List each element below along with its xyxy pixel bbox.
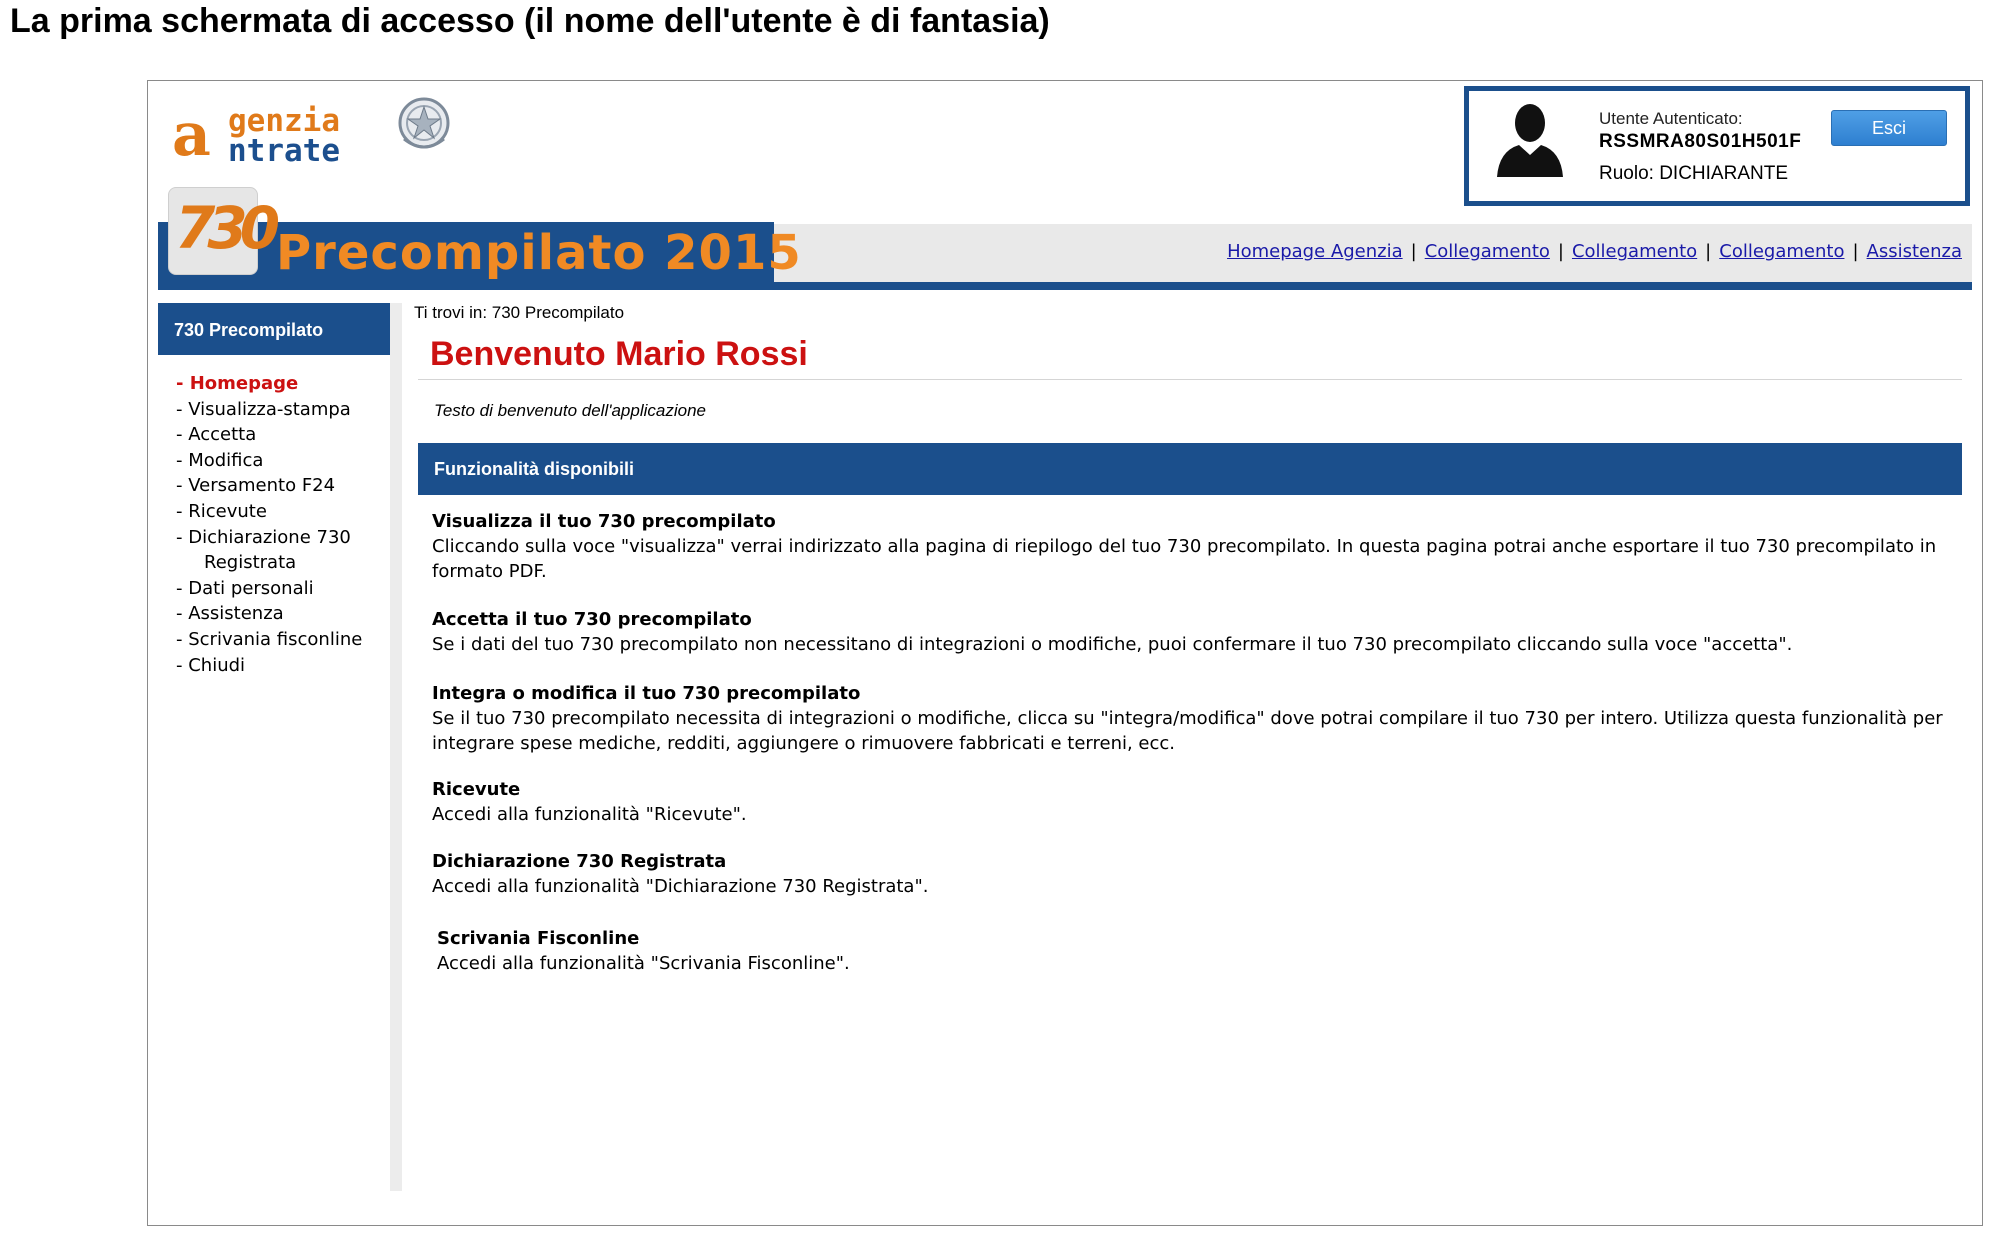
sidebar-item-versamento-f24[interactable]: - Versamento F24 [176, 475, 336, 497]
user-panel [1464, 86, 1970, 206]
welcome-text: Testo di benvenuto dell'applicazione [434, 401, 706, 420]
link-homepage-agenzia[interactable]: Homepage Agenzia [1227, 241, 1403, 262]
sidebar-item-dichiarazione-730[interactable]: - Dichiarazione 730 [176, 526, 351, 548]
user-fiscal-code: RSSMRA80S01H501F [1599, 131, 1802, 152]
feature-dichiarazione-730-registrata [432, 849, 1962, 899]
sidebar-item-dichiarazione-730-cont[interactable]: Registrata [204, 552, 297, 574]
730-badge-icon: 730 [168, 187, 258, 275]
app-title: Precompilato 2015 [276, 225, 802, 281]
functions-header: Funzionalità disponibili [418, 443, 1962, 495]
feature-description: Accedi alla funzionalità "Ricevute". [432, 804, 747, 825]
feature-description: Accedi alla funzionalità "Scrivania Fisconline". [437, 953, 850, 974]
sidebar-item-ricevute[interactable]: - Ricevute [176, 500, 267, 522]
feature-description: Se il tuo 730 precompilato necessita di integrazioni o modifiche, clicca su "integra/modifica" dove potrai compilare il tuo 730 per intero. Utilizza questa funzionalità per integrare spese mediche, redditi, aggiungere o rimuovere fabbricati e terreni, ecc. [432, 708, 1943, 754]
feature-title[interactable]: Scrivania Fisconline [437, 928, 640, 949]
authenticated-user-label: Utente Autenticato: [1599, 109, 1743, 128]
link-collegamento-2[interactable]: Collegamento [1571, 241, 1698, 262]
title-divider [418, 379, 1962, 380]
logout-button[interactable]: Esci [1831, 110, 1947, 146]
top-links: Homepage Agenzia | Collegamento | Collegamento | Collegamento | Assistenza [1227, 241, 1962, 262]
page-caption: La prima schermata di accesso (il nome dell'utente è di fantasia) [10, 2, 1050, 40]
feature-title[interactable]: Ricevute [432, 779, 521, 800]
user-avatar-icon [1493, 99, 1567, 177]
sidebar-divider [390, 303, 402, 1191]
feature-description: Cliccando sulla voce "visualizza" verrai indirizzato alla pagina di riepilogo del tuo 730 precompilato. In questa pagina potrai anche esportare il tuo 730 precompilato in formato PDF. [432, 536, 1937, 582]
sidebar-item-chiudi[interactable]: - Chiudi [176, 654, 246, 676]
agenzia-entrate-logo[interactable]: a genzia ntrate [172, 93, 432, 169]
feature-accetta [432, 607, 1962, 657]
sidebar-item-dati-personali[interactable]: - Dati personali [176, 577, 314, 599]
breadcrumb: Ti trovi in: 730 Precompilato [414, 303, 625, 322]
sidebar-item-modifica[interactable]: - Modifica [176, 449, 264, 471]
sidebar-item-scrivania-fisconline[interactable]: - Scrivania fisconline [176, 628, 363, 650]
sidebar-item-accetta[interactable]: - Accetta [176, 424, 257, 446]
feature-visualizza [432, 509, 1962, 584]
logo-line2: ntrate [228, 133, 340, 169]
feature-title[interactable]: Accetta il tuo 730 precompilato [432, 609, 752, 630]
sidebar-item-visualizza-stampa[interactable]: - Visualizza-stampa [176, 398, 351, 420]
link-collegamento-3[interactable]: Collegamento [1719, 241, 1845, 262]
user-role: Ruolo: DICHIARANTE [1599, 163, 1788, 184]
sidebar-item-homepage[interactable]: - Homepage [176, 373, 299, 394]
feature-integra-modifica [432, 681, 1962, 756]
banner-divider [158, 282, 1972, 290]
sidebar-title: 730 Precompilato [158, 303, 390, 355]
feature-title[interactable]: Integra o modifica il tuo 730 precompilato [432, 683, 861, 704]
feature-description: Se i dati del tuo 730 precompilato non necessitano di integrazioni o modifiche, puoi confermare il tuo 730 precompilato cliccando sulla voce "accetta". [432, 634, 1793, 655]
feature-title[interactable]: Visualizza il tuo 730 precompilato [432, 511, 776, 532]
link-collegamento-1[interactable]: Collegamento [1424, 241, 1550, 262]
logo-line1: genzia [228, 103, 340, 139]
republic-emblem-icon [396, 93, 452, 155]
sidebar-item-assistenza[interactable]: - Assistenza [176, 603, 284, 625]
page-title: Benvenuto Mario Rossi [430, 335, 808, 373]
feature-scrivania-fisconline [437, 926, 1967, 976]
feature-ricevute [432, 777, 1962, 827]
link-assistenza[interactable]: Assistenza [1866, 241, 1962, 262]
sidebar-nav [176, 371, 362, 678]
app-window [147, 80, 1983, 1226]
feature-description: Accedi alla funzionalità "Dichiarazione 730 Registrata". [432, 876, 929, 897]
feature-title[interactable]: Dichiarazione 730 Registrata [432, 851, 727, 872]
